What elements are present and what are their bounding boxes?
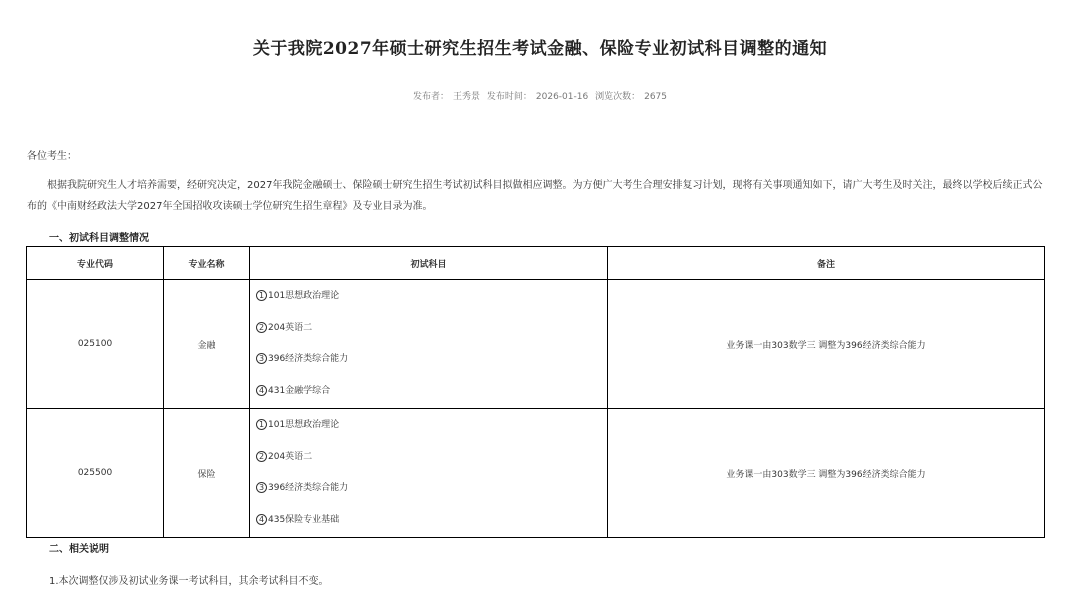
header-major-code: 专业代码 (27, 247, 164, 280)
page-title: 关于我院2027年硕士研究生招生考试金融、保险专业初试科目调整的通知 (252, 39, 828, 59)
circled-number: 1 (256, 419, 267, 430)
major-code-cell: 025100 (27, 280, 164, 409)
remark-cell: 业务课一由303数学三 调整为396经济类综合能力 (608, 409, 1045, 538)
subject-item (256, 473, 607, 505)
subject-item (256, 281, 607, 313)
circled-number: 2 (256, 322, 267, 333)
publisher-name: 王秀景 (453, 92, 481, 102)
salutation: 各位考生： (27, 151, 77, 162)
subject-adjustment-table (26, 246, 1045, 538)
subject-item (256, 410, 607, 442)
section-heading-adjustment: 一、初试科目调整情况 (49, 233, 149, 244)
remark-cell: 业务课一由303数学三 调整为396经济类综合能力 (608, 280, 1045, 409)
circled-number: 3 (256, 482, 267, 493)
subject-text: 204英语二 (268, 322, 313, 333)
table-header-row (27, 247, 1045, 280)
table-row (27, 409, 1045, 538)
note-item: 1.本次调整仅涉及初试业务课一考试科目，其余考试科目不变。 (49, 576, 329, 587)
table-row (27, 280, 1045, 409)
subject-item (256, 344, 607, 376)
subject-text: 435保险专业基础 (268, 514, 340, 525)
publish-time-label: 发布时间： (486, 92, 532, 102)
circled-number: 2 (256, 451, 267, 462)
publisher-label: 发布者： (412, 92, 449, 102)
subject-text: 101思想政治理论 (268, 420, 340, 430)
circled-number: 4 (256, 514, 267, 525)
header-exam-subjects: 初试科目 (250, 247, 608, 280)
header-major-name: 专业名称 (164, 247, 250, 280)
subjects-cell (250, 409, 608, 538)
circled-number: 3 (256, 353, 267, 364)
subject-text: 204英语二 (268, 451, 313, 462)
view-count-label: 浏览次数： (595, 92, 641, 102)
subject-item (256, 376, 607, 408)
header-remark: 备注 (608, 247, 1045, 280)
circled-number: 1 (256, 290, 267, 301)
article-meta (0, 89, 1080, 102)
major-code-cell: 025500 (27, 409, 164, 538)
section-heading-notes: 二、相关说明 (49, 544, 109, 555)
subject-text: 101思想政治理论 (268, 291, 340, 301)
view-count: 2675 (644, 92, 668, 102)
subject-item (256, 505, 607, 537)
subject-item (256, 313, 607, 345)
subjects-cell (250, 280, 608, 409)
publish-time: 2026-01-16 (535, 92, 589, 102)
circled-number: 4 (256, 385, 267, 396)
major-name-cell: 金融 (164, 280, 250, 409)
subject-item (256, 442, 607, 474)
subject-text: 396经济类综合能力 (268, 483, 349, 493)
major-name-cell: 保险 (164, 409, 250, 538)
subject-text: 396经济类综合能力 (268, 354, 349, 364)
intro-paragraph: 根据我院研究生人才培养需要，经研究决定，2027年我院金融硕士、保险硕士研究生招生考试初试科目拟做相应调整。为方便广大考生合理安排复习计划，现将有关事项通知如下，请广大考生及时关注，最终以学校后续正式公布的《中南财经政法大学2027年全国招收攻读硕士学位研究生招生章程》及专业目录为准。 (27, 180, 1043, 212)
subject-text: 431金融学综合 (268, 385, 331, 396)
